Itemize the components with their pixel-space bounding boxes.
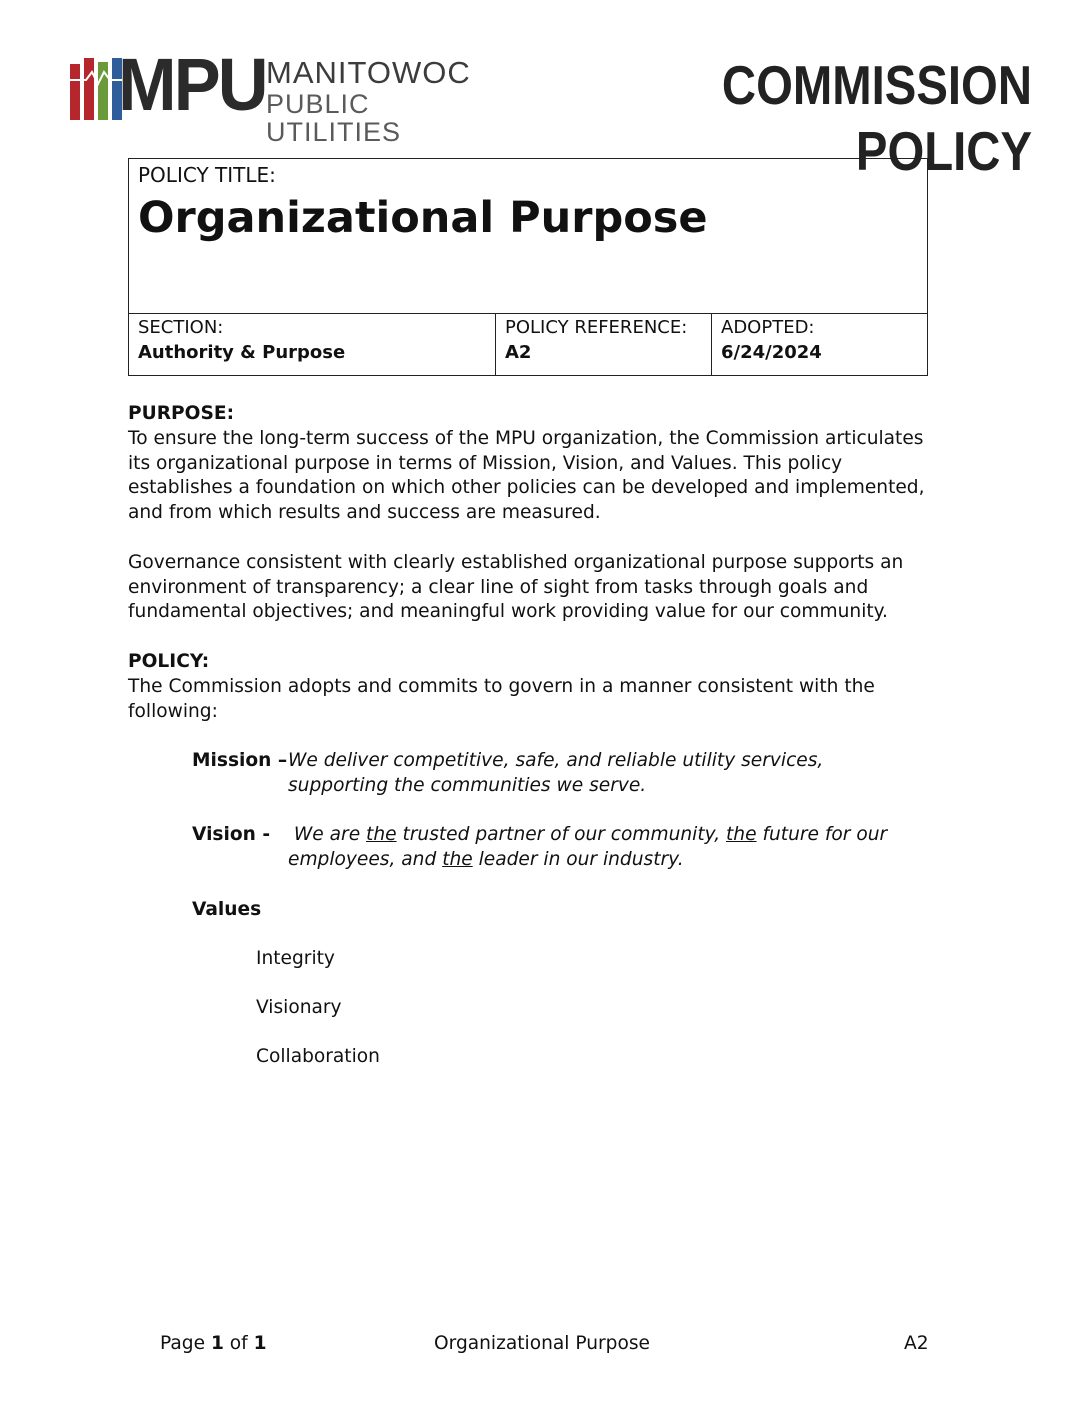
vision-statement (192, 823, 888, 870)
value-item: Visionary (256, 997, 342, 1018)
policy-reference-label: POLICY REFERENCE: (505, 317, 688, 338)
footer-reference: A2 (904, 1333, 929, 1354)
policy-title-cell (129, 159, 927, 314)
policy-title-label: POLICY TITLE: (138, 163, 276, 187)
section-cell (129, 314, 496, 376)
vision-emphasis: the (726, 824, 757, 845)
policy-body (128, 402, 958, 724)
mission-line: We deliver competitive, safe, and reliable utility services, (288, 750, 824, 771)
policy-heading: POLICY: (128, 650, 210, 672)
governance-line: fundamental objectives; and meaningful work providing value for our community. (128, 601, 888, 623)
purpose-line: and from which results and success are measured. (128, 502, 601, 524)
document-type-heading: COMMISSION POLICY (721, 54, 1032, 182)
section-label: SECTION: (138, 317, 224, 338)
values-heading: Values (192, 899, 262, 920)
vision-line (288, 823, 948, 848)
vision-text-part: leader in our industry. (472, 848, 684, 870)
vision-line (288, 848, 948, 873)
purpose-line: its organizational purpose in terms of Mission, Vision, and Values. This policy (128, 452, 843, 474)
footer-page-current: 1 (210, 1333, 224, 1354)
footer-page-number (160, 1332, 267, 1356)
vision-text-part: trusted partner of our community, (396, 824, 727, 845)
adopted-value: 6/24/2024 (721, 342, 822, 363)
vision-term: Vision - (192, 824, 271, 845)
governance-line: environment of transparency; a clear line of sight from tasks through goals and (128, 576, 869, 598)
section-value: Authority & Purpose (138, 342, 346, 363)
policy-reference-value: A2 (505, 342, 532, 363)
footer-title: Organizational Purpose (434, 1333, 650, 1354)
purpose-line: To ensure the long-term success of the MPU organization, the Commission articulates (128, 427, 924, 449)
mpu-logo (70, 43, 490, 147)
vision-emphasis: the (442, 848, 473, 870)
governance-line: Governance consistent with clearly established organizational purpose supports an (128, 551, 904, 573)
adopted-cell (712, 314, 928, 376)
policy-line: The Commission adopts and commits to govern in a manner consistent with the (128, 675, 875, 697)
purpose-heading: PURPOSE: (128, 403, 235, 424)
mission-line: supporting the communities we serve. (288, 774, 647, 796)
mission-statement (192, 749, 824, 796)
footer-page-prefix: Page (160, 1333, 211, 1354)
value-item: Collaboration (256, 1046, 380, 1067)
mission-term: Mission – (192, 750, 288, 771)
logo-name: MANITOWOC (266, 55, 471, 90)
logo-subname: PUBLIC UTILITIES (266, 89, 402, 147)
vision-text-part: We are (293, 824, 367, 845)
policy-line: following: (128, 700, 218, 722)
policy-title: Organizational Purpose (138, 193, 708, 243)
value-item: Integrity (256, 948, 335, 969)
adopted-label: ADOPTED: (721, 317, 815, 338)
purpose-line: establishes a foundation on which other policies can be developed and implemented, (128, 477, 925, 499)
mission-text (288, 749, 948, 799)
logo-mark: MPU (118, 43, 266, 126)
policy-info-table (128, 158, 928, 376)
footer-page-of: of (223, 1333, 254, 1354)
vision-text (288, 823, 948, 873)
policy-reference-cell (496, 314, 712, 376)
vision-text-part: employees, and (288, 848, 443, 870)
footer-page-total: 1 (253, 1333, 267, 1354)
vision-emphasis: the (366, 824, 397, 845)
vision-text-part: future for our (756, 824, 888, 845)
